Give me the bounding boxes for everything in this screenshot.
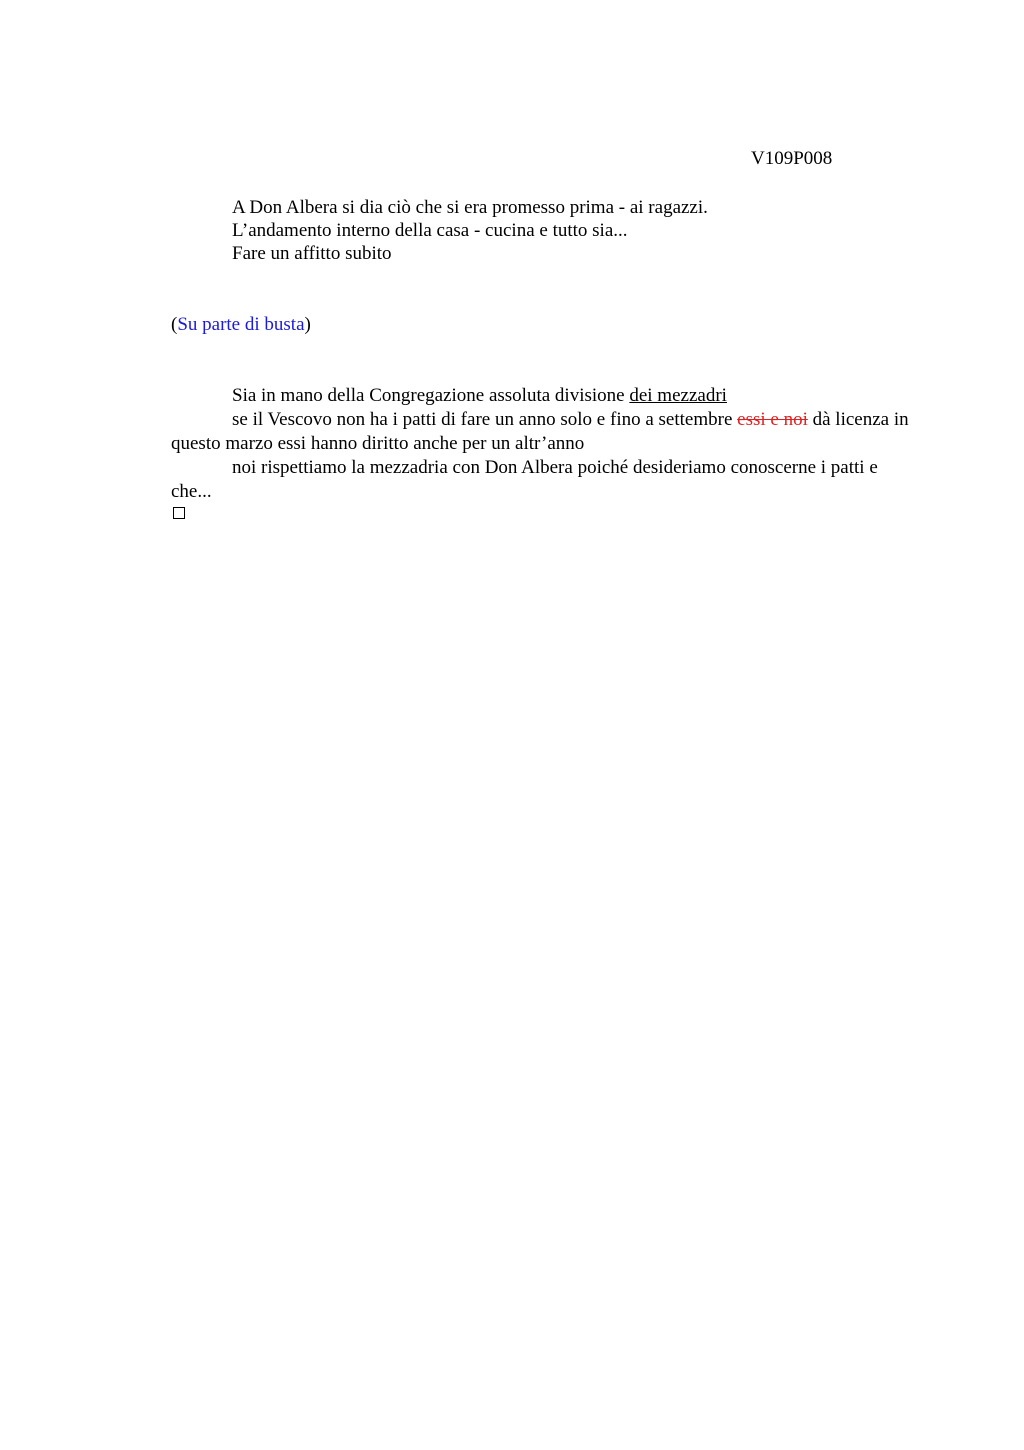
- paragraph-congregazione: [171, 384, 923, 408]
- page-code: V109P008: [751, 148, 833, 169]
- note-block-2: [171, 384, 923, 504]
- note-block-1: [232, 196, 708, 265]
- paragraph-2-text-before: se il Vescovo non ha i patti di fare un anno solo e fino a settembre: [232, 409, 738, 430]
- note-line-1: A Don Albera si dia ciò che si era promesso prima - ai ragazzi.: [232, 197, 708, 218]
- envelope-note: [171, 313, 311, 336]
- envelope-note-label: Su parte di busta: [177, 314, 305, 335]
- paragraph-1-text: Sia in mano della Congregazione assoluta divisione: [232, 385, 630, 406]
- empty-square-icon: [173, 507, 185, 519]
- paragraph-2-text-after: dà licenza in questo marzo essi hanno diritto anche per un altr’anno: [171, 409, 909, 454]
- underlined-mezzadri: dei mezzadri: [629, 385, 727, 406]
- paragraph-vescovo: [171, 408, 923, 456]
- note-line-3: Fare un affitto subito: [232, 243, 392, 264]
- note-line-2: L’andamento interno della casa - cucina e tutto sia...: [232, 220, 628, 241]
- envelope-note-close-paren: ): [304, 314, 311, 335]
- struck-text-essi-e-noi: essi e noi: [737, 409, 808, 430]
- envelope-note-open-paren: (: [171, 314, 178, 335]
- paragraph-mezzadria: noi rispettiamo la mezzadria con Don Albera poiché desideriamo conoscerne i patti e che...: [171, 457, 878, 502]
